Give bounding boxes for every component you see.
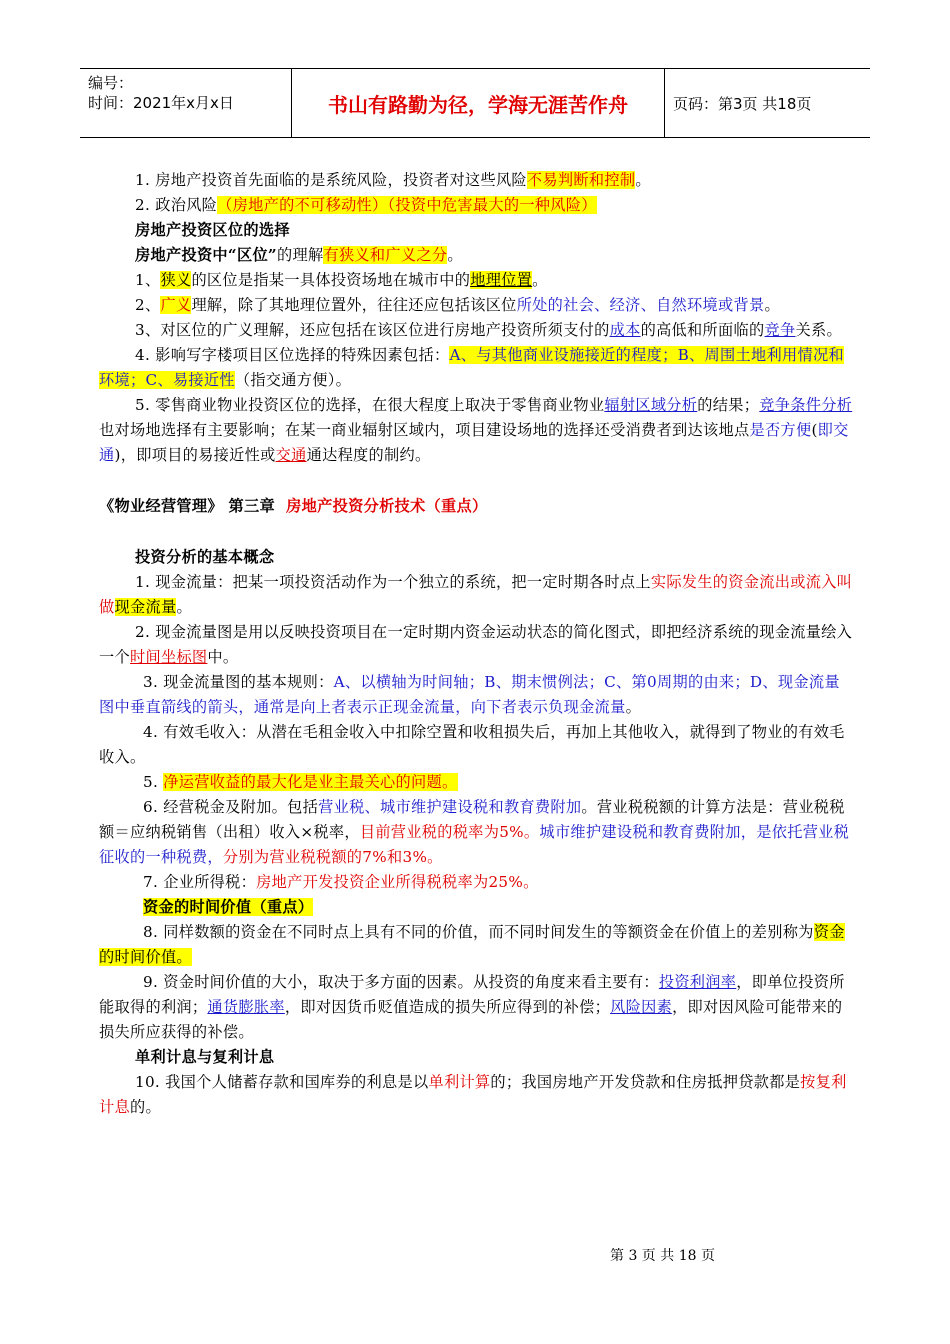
header-page-info: 页码：第3页 共18页: [673, 94, 812, 113]
red-text: 按复利计息: [99, 1073, 847, 1116]
blue-text: 辐射区域分析: [604, 396, 698, 414]
text: 5. 零售商业物业投资区位的选择，在很大程度上取决于零售商业物业: [135, 396, 605, 414]
highlight-text: 现金流量: [114, 598, 177, 616]
highlight-text: 资金的时间价值。: [99, 923, 845, 966]
highlight-text: 有狭义和广义之分: [323, 246, 448, 264]
paragraph: [99, 243, 855, 268]
blue-text: 营业税、城市维护建设税和教育费附加: [318, 798, 582, 816]
text: 。: [447, 246, 463, 264]
section-heading: 投资分析的基本概念: [135, 548, 275, 566]
text: 。: [625, 698, 642, 716]
text: 2、: [135, 296, 161, 314]
text: 6. 经营税金及附加。包括: [143, 798, 319, 816]
header-time-label: 时间：2021年x月x日: [88, 94, 234, 112]
red-text: 时间坐标图: [129, 648, 208, 666]
text: 10. 我国个人储蓄存款和国库券的利息是以: [135, 1073, 429, 1091]
text: 通达程度的制约。: [306, 446, 431, 464]
blue-text: 是否方便: [749, 421, 812, 439]
text: 5.: [143, 773, 159, 791]
text: 。: [764, 296, 780, 314]
highlight-text: （房地产的不可移动性）（投资中危害最大的一种风险）: [217, 196, 597, 214]
text: )，即项目的易接近性或: [114, 446, 276, 464]
text: 《物业经营管理》 第三章: [99, 497, 275, 515]
highlight-text: 资金的时间价值（重点）: [143, 898, 314, 916]
text: 8. 同样数额的资金在不同时点上具有不同的价值，而不同时间发生的等额资金在价值上的差别称为: [143, 923, 814, 941]
paragraph: [99, 393, 855, 468]
text: (: [811, 421, 818, 439]
text: （指交通方便）。: [234, 371, 352, 389]
text: ，即单位投资所能取得的利润；: [99, 973, 845, 1016]
text: 7. 企业所得税：: [143, 873, 257, 891]
text: 的结果；: [697, 396, 760, 414]
text: 的区位是指某一具体投资场地在城市中的: [191, 271, 471, 289]
blue-text: 竞争: [764, 321, 796, 339]
text: 2. 现金流量图是用以反映投资项目在一定时期内资金运动状态的简化图式，即把经济系统的现金流量绘入一个: [99, 623, 853, 666]
text: 的高低和所面临的: [640, 321, 765, 339]
text: 9. 资金时间价值的大小，取决于多方面的因素。从投资的角度来看主要有：: [143, 973, 659, 991]
paragraph: [99, 870, 855, 895]
red-text: 房地产开发投资企业所得税税率为25%。: [256, 873, 539, 891]
header-meta: [80, 69, 292, 137]
red-text: 实际发生的资金流出或流入叫做: [99, 573, 853, 616]
paragraph: [99, 770, 855, 795]
text: 理解，除了其地理位置外，往往还应包括该区位: [191, 296, 517, 314]
text: 3、对区位的广义理解，还应包括在该区位进行房地产投资所须支付的: [135, 321, 610, 339]
highlight-text: 广义: [160, 296, 192, 314]
text: 。营业税税额的计算方法是：营业税税额＝应纳税销售（出租）收入×税率，: [99, 798, 845, 841]
paragraph: [99, 570, 855, 620]
text: ，即对因货币贬值造成的损失所应得到的补偿；: [284, 998, 611, 1016]
blue-text: 风险因素: [610, 998, 673, 1016]
red-text: 交通: [275, 446, 307, 464]
highlight-text: 地理位置: [470, 271, 533, 289]
blue-text: 即交通: [99, 421, 849, 464]
red-text: 分别为营业税税额的7%和3%。: [222, 848, 443, 866]
text: 的。: [129, 1098, 161, 1116]
paragraph: [99, 970, 855, 1045]
page-header: [80, 68, 870, 138]
text: 3. 现金流量图的基本规则：: [143, 673, 334, 691]
text: 。: [635, 171, 651, 189]
paragraph: [99, 795, 855, 870]
text: 也对场地选择有主要影响；在某一商业辐射区域内，项目建设场地的选择还受消费者到达该地点: [99, 421, 750, 439]
red-text: 目前营业税的税率为5%。: [359, 823, 540, 841]
paragraph: [99, 1070, 855, 1120]
blue-text: 投资利润率: [658, 973, 737, 991]
highlight-text: 狭义: [160, 271, 192, 289]
text: 1、: [135, 271, 161, 289]
blue-text: 通货膨胀率: [207, 998, 285, 1016]
text: 关系。: [795, 321, 842, 339]
text: 房地产投资中“区位”: [135, 246, 277, 264]
section-heading: 单利计息与复利计息: [135, 1048, 275, 1066]
blue-text: A、以横轴为时间轴；B、期末惯例法；C、第0周期的由来；D、现金流量图中垂直箭线的箭头，通常是向上者表示正现金流量，向下者表示负现金流量: [99, 673, 840, 716]
paragraph: [99, 318, 855, 343]
red-text: 单利计算: [428, 1073, 491, 1091]
section-heading: 房地产投资区位的选择: [135, 221, 290, 239]
text: ，即对因风险可能带来的损失所应获得的补偿。: [99, 998, 843, 1041]
paragraph: [99, 193, 855, 218]
text: 2. 政治风险: [135, 196, 218, 214]
paragraph: [99, 168, 855, 193]
highlight-text: 净运营收益的最大化是业主最关心的问题。: [163, 773, 458, 791]
blue-text: 所处的社会、经济、自然环境或背景: [516, 296, 765, 314]
red-text: 房地产投资分析技术（重点）: [286, 497, 488, 515]
text: 的理解: [276, 246, 324, 264]
blue-text: 城市维护建设税和教育费附加，是依托营业税征收的一种税费，: [99, 823, 850, 866]
blue-text: 竞争条件分析: [759, 396, 853, 414]
text: 1. 房地产投资首先面临的是系统风险，投资者对这些风险: [135, 171, 527, 189]
highlight-text: 不易判断和控制: [526, 171, 636, 189]
text: 1. 现金流量：把某一项投资活动作为一个独立的系统，把一定时期各时点上: [135, 573, 651, 591]
paragraph: [99, 620, 855, 670]
paragraph: [99, 343, 855, 393]
paragraph: [99, 670, 855, 720]
header-motto: 书山有路勤为径，学海无涯苦作舟: [292, 69, 665, 137]
page-footer: 第 3 页 共 18 页: [610, 1248, 715, 1264]
document-body: [99, 168, 855, 1120]
section-heading: [99, 895, 855, 920]
paragraph: [99, 920, 855, 970]
text: 的；我国房地产开发贷款和住房抵押贷款都是: [490, 1073, 801, 1091]
chapter-title: [99, 494, 855, 519]
text: 中。: [207, 648, 239, 666]
text: 。: [532, 271, 548, 289]
paragraph: [99, 268, 855, 293]
paragraph: [99, 293, 855, 318]
text: 。: [176, 598, 192, 616]
highlight-text: A、与其他商业设施接近的程度；B、周围土地利用情况和环境；C、易接近性: [99, 346, 844, 389]
text: 4. 影响写字楼项目区位选择的特殊因素包括：: [135, 346, 450, 364]
header-number-label: 编号：: [88, 74, 134, 92]
paragraph: 4. 有效毛收入：从潜在毛租金收入中扣除空置和收租损失后，再加上其他收入，就得到了物业的有效毛收入。: [99, 723, 845, 766]
blue-text: 成本: [609, 321, 641, 339]
